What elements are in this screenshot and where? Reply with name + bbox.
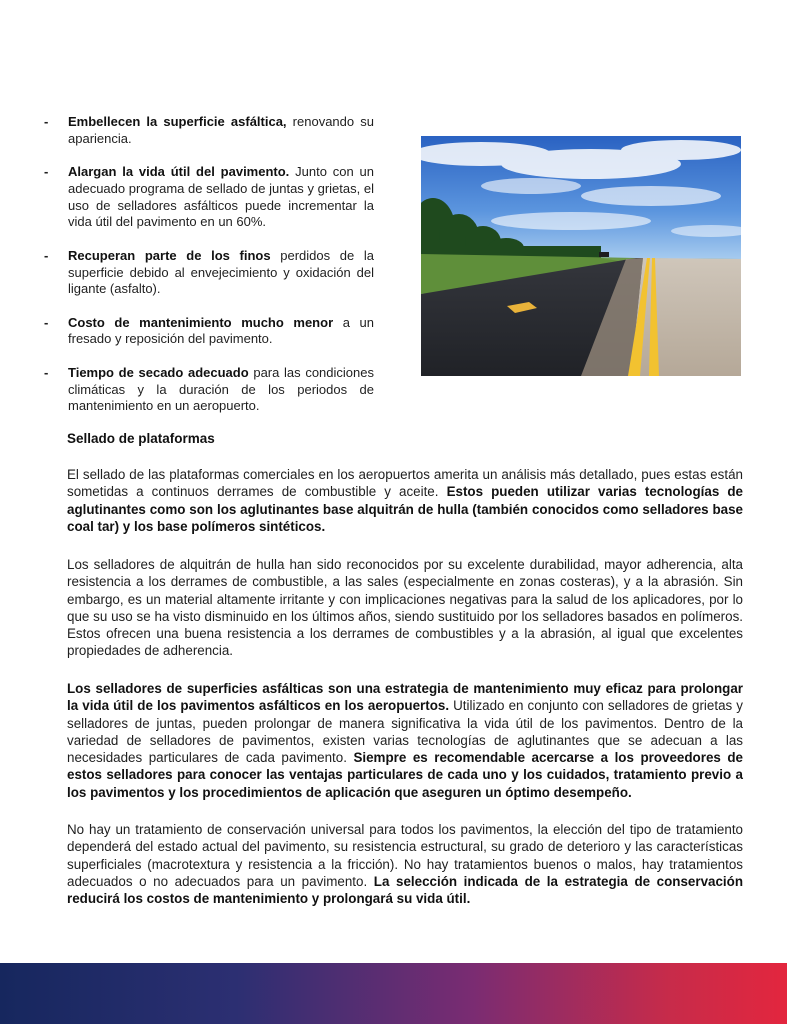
list-item <box>44 248 374 298</box>
footer-gradient-band <box>0 963 787 1024</box>
list-item <box>44 164 374 231</box>
bullet-bold-text: Alargan la vida útil del pavimento. <box>68 164 290 180</box>
bullet-dash: - <box>44 164 49 180</box>
bullet-bold-text: Tiempo de secado adecuado <box>68 364 249 380</box>
bullet-text: para las condiciones climáticas y la duración de los periodos de mantenimiento en un aeropuerto. <box>68 364 374 414</box>
bullet-text: perdidos de la superficie debido al envejecimiento y oxidación del ligante (asfalto). <box>68 247 374 297</box>
list-item <box>44 114 374 148</box>
bullet-text: a un fresado y reposición del pavimento. <box>68 314 374 347</box>
list-item <box>44 365 374 415</box>
runway-photo <box>421 136 741 376</box>
bullet-text: Junto con un adecuado programa de sellado de juntas y grietas, el uso de selladores asfálticos puede incrementar la vida útil del pavimento en un 60%. <box>68 164 374 230</box>
paragraph-3-bold-tail: Siempre es recomendable acercarse a los proveedores de estos selladores para conocer las ventajas particulares de cada uno y los cuidados, tratamiento previo a los pavimentos y los procedimientos de aplicación que aseguren un óptimo desempeño. <box>67 750 743 800</box>
bullet-bold-text: Recuperan parte de los finos <box>68 247 271 263</box>
paragraph-4 <box>67 821 743 907</box>
paragraph-1 <box>67 466 743 535</box>
paragraph-3 <box>67 680 743 801</box>
paragraph-4-text: No hay un tratamiento de conservación universal para todos los pavimentos, la elección del tipo de tratamiento dependerá del estado actual del pavimento, su resistencia estructural, su grado de deterioro y las características superficiales (macrotextura y resistencia a la fricción). No hay tratamientos buenos o malos, hay tratamientos adecuados o no adecuados para un pavimento. <box>67 822 743 889</box>
bullet-text: renovando su apariencia. <box>68 114 374 146</box>
bullet-bold-text: Costo de mantenimiento mucho menor <box>68 314 334 330</box>
bullet-bold-text: Embellecen la superficie asfáltica, <box>68 114 287 129</box>
paragraph-3-text: Utilizado en conjunto con selladores de grietas y selladores de juntas, pueden prolongar de manera significativa la vida útil de los pavimentos. Dentro de la variedad de selladores de pavimentos, existen varias tecnologías de aglutinantes que se adecuan a las necesidades particulares de cada pavimento. <box>67 698 743 766</box>
paragraph-1-bold: Estos pueden utilizar varias tecnologías de aglutinantes como son los aglutinantes base alquitrán de hulla (también conocidos como selladores base coal tar) y los base polímeros sintéticos. <box>67 484 743 534</box>
paragraph-2: Los selladores de alquitrán de hulla han sido reconocidos por su excelente durabilidad, mayor adherencia, alta resistencia a los derrames de combustible, a las sales (especialmente en zonas costeras), y a la abrasión. Sin embargo, es un material altamente irritante y con implicaciones negativas para la salud de los aplicadores, por lo que su uso se ha visto disminuido en los últimos años, siendo sustituido por los selladores basados en polímeros. Estos ofrecen una buena resistencia a los derrames de combustibles y a la abrasión, al igual que excelentes propiedades de adherencia. <box>67 557 743 659</box>
list-item <box>44 315 374 349</box>
paragraph-4-bold: La selección indicada de la estrategia de conservación reducirá los costos de mantenimiento y prolongará su vida útil. <box>67 873 744 907</box>
bullet-dash: - <box>44 247 49 263</box>
benefits-list <box>44 114 374 432</box>
bullet-dash: - <box>44 114 49 129</box>
paragraph-3-bold-lead: Los selladores de superficies asfálticas son una estrategia de mantenimiento muy eficaz para prolongar la vida útil de los pavimentos asfálticos en los aeropuertos. <box>67 681 743 714</box>
bullet-dash: - <box>44 364 49 380</box>
distant-vehicle <box>599 252 609 257</box>
bullet-dash: - <box>44 314 49 330</box>
paragraph-1-text: El sellado de las plataformas comerciales en los aeropuertos amerita un análisis más detallado, pues estas están sometidas a continuos derrames de combustible y aceite. <box>67 467 743 500</box>
section-title: Sellado de plataformas <box>67 431 215 446</box>
